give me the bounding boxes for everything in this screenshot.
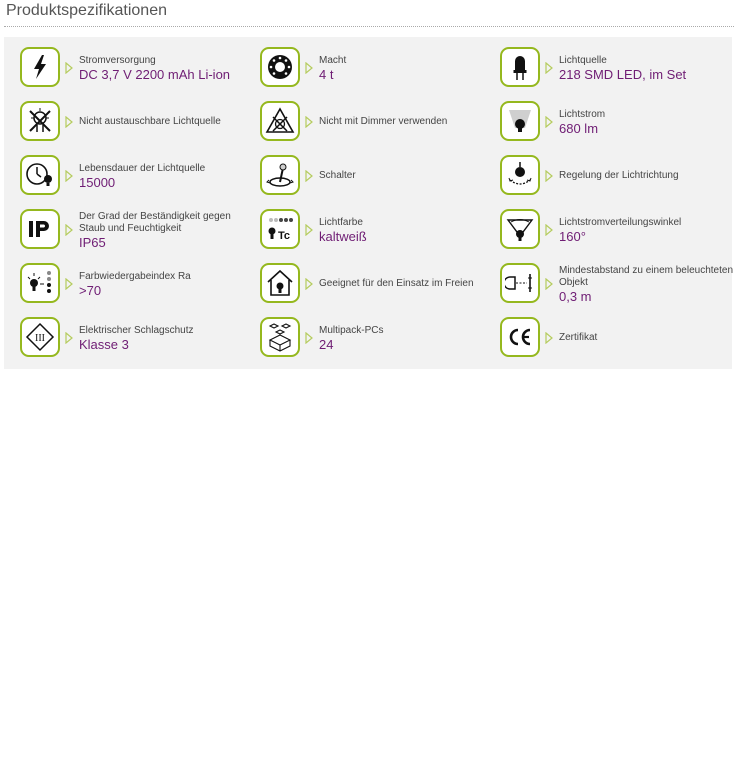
spec-value: 218 SMD LED, im Set: [559, 66, 687, 82]
title-divider: [4, 26, 734, 27]
svg-text:Tc: Tc: [278, 230, 291, 242]
no-dimmer-icon: [260, 101, 300, 141]
spec-light-color: [260, 209, 500, 255]
chevron-right-icon: [65, 116, 73, 128]
chevron-right-icon: [65, 170, 73, 182]
spec-panel: [4, 37, 732, 369]
spec-label: Lichtquelle: [559, 54, 607, 66]
spec-multipack: [260, 317, 500, 363]
svg-text:III: III: [35, 333, 45, 344]
spec-value: 0,3 m: [559, 288, 592, 304]
spec-shock-protection: [20, 317, 260, 363]
spec-value: 15000: [79, 174, 116, 190]
spec-label: Schalter: [319, 170, 356, 181]
light-direction-icon: [500, 155, 540, 195]
spec-value: 4 t: [319, 66, 334, 82]
spec-no-dimmer: [260, 101, 500, 147]
spec-min-distance: [500, 263, 740, 309]
spec-label: Regelung der Lichtrichtung: [559, 170, 679, 181]
led-icon: [500, 47, 540, 87]
spec-value: >70: [79, 282, 102, 298]
chevron-right-icon: [305, 170, 313, 182]
spec-switch: [260, 155, 500, 201]
spec-luminous-flux: [500, 101, 740, 147]
clock-bulb-icon: [20, 155, 60, 195]
chevron-right-icon: [305, 62, 313, 74]
switch-icon: [260, 155, 300, 195]
chevron-right-icon: [305, 116, 313, 128]
spec-cri: [20, 263, 260, 309]
spec-value: 160°: [559, 228, 586, 244]
chevron-right-icon: [305, 224, 313, 236]
multipack-icon: [260, 317, 300, 357]
spec-value: Klasse 3: [79, 336, 129, 352]
spec-label: Farbwiedergabeindex Ra: [79, 270, 191, 282]
ce-icon: [500, 317, 540, 357]
spec-label: Nicht austauschbare Lichtquelle: [79, 116, 221, 127]
spec-light-source: [500, 47, 740, 93]
spec-value: IP65: [79, 234, 106, 250]
chevron-right-icon: [545, 62, 553, 74]
page-title: Produktspezifikationen: [6, 2, 167, 19]
spec-label: Der Grad der Beständigkeit gegen Staub und Feuchtigkeit: [79, 210, 231, 234]
cri-icon: [20, 263, 60, 303]
spec-ip-rating: [20, 209, 260, 255]
spec-label: Geeignet für den Einsatz im Freien: [319, 278, 474, 289]
chevron-right-icon: [545, 278, 553, 290]
spec-label: Macht: [319, 54, 347, 66]
protection-class-icon: [20, 317, 60, 357]
spec-value: 680 lm: [559, 120, 599, 136]
spec-value: kaltweiß: [319, 228, 367, 244]
spec-label: Lichtfarbe: [319, 216, 363, 228]
power-dial-icon: [260, 47, 300, 87]
spec-label: Mindestabstand zu einem beleuchteten Objekt: [559, 264, 734, 288]
min-distance-icon: [500, 263, 540, 303]
spec-label: Lichtstrom: [559, 108, 606, 120]
spec-outdoor: [260, 263, 500, 309]
spec-value: 24: [319, 336, 334, 352]
chevron-right-icon: [65, 332, 73, 344]
spec-value: DC 3,7 V 2200 mAh Li-ion: [79, 66, 231, 82]
spec-power-supply: [20, 47, 260, 93]
chevron-right-icon: [545, 224, 553, 236]
spec-label: Nicht mit Dimmer verwenden: [319, 116, 448, 127]
spec-label: Multipack-PCs: [319, 324, 384, 336]
chevron-right-icon: [305, 278, 313, 290]
chevron-right-icon: [65, 62, 73, 74]
luminous-flux-icon: [500, 101, 540, 141]
outdoor-house-icon: [260, 263, 300, 303]
chevron-right-icon: [65, 224, 73, 236]
chevron-right-icon: [545, 116, 553, 128]
spec-light-direction: [500, 155, 740, 201]
beam-angle-icon: [500, 209, 540, 249]
spec-certificate: [500, 317, 740, 363]
chevron-right-icon: [65, 278, 73, 290]
chevron-right-icon: [545, 170, 553, 182]
spec-label: Elektrischer Schlagschutz: [79, 324, 194, 336]
spec-non-replaceable-source: [20, 101, 260, 147]
lightning-icon: [20, 47, 60, 87]
spec-label: Lebensdauer der Lichtquelle: [79, 162, 206, 174]
spec-lifespan: [20, 155, 260, 201]
chevron-right-icon: [305, 332, 313, 344]
color-temperature-icon: [260, 209, 300, 249]
chevron-right-icon: [545, 332, 553, 344]
spec-label: Stromversorgung: [79, 54, 156, 66]
spec-beam-angle: [500, 209, 740, 255]
spec-label: Zertifikat: [559, 332, 598, 343]
no-replace-bulb-icon: [20, 101, 60, 141]
spec-power: [260, 47, 500, 93]
ip-icon: [20, 209, 60, 249]
spec-label: Lichtstromverteilungswinkel: [559, 216, 682, 228]
